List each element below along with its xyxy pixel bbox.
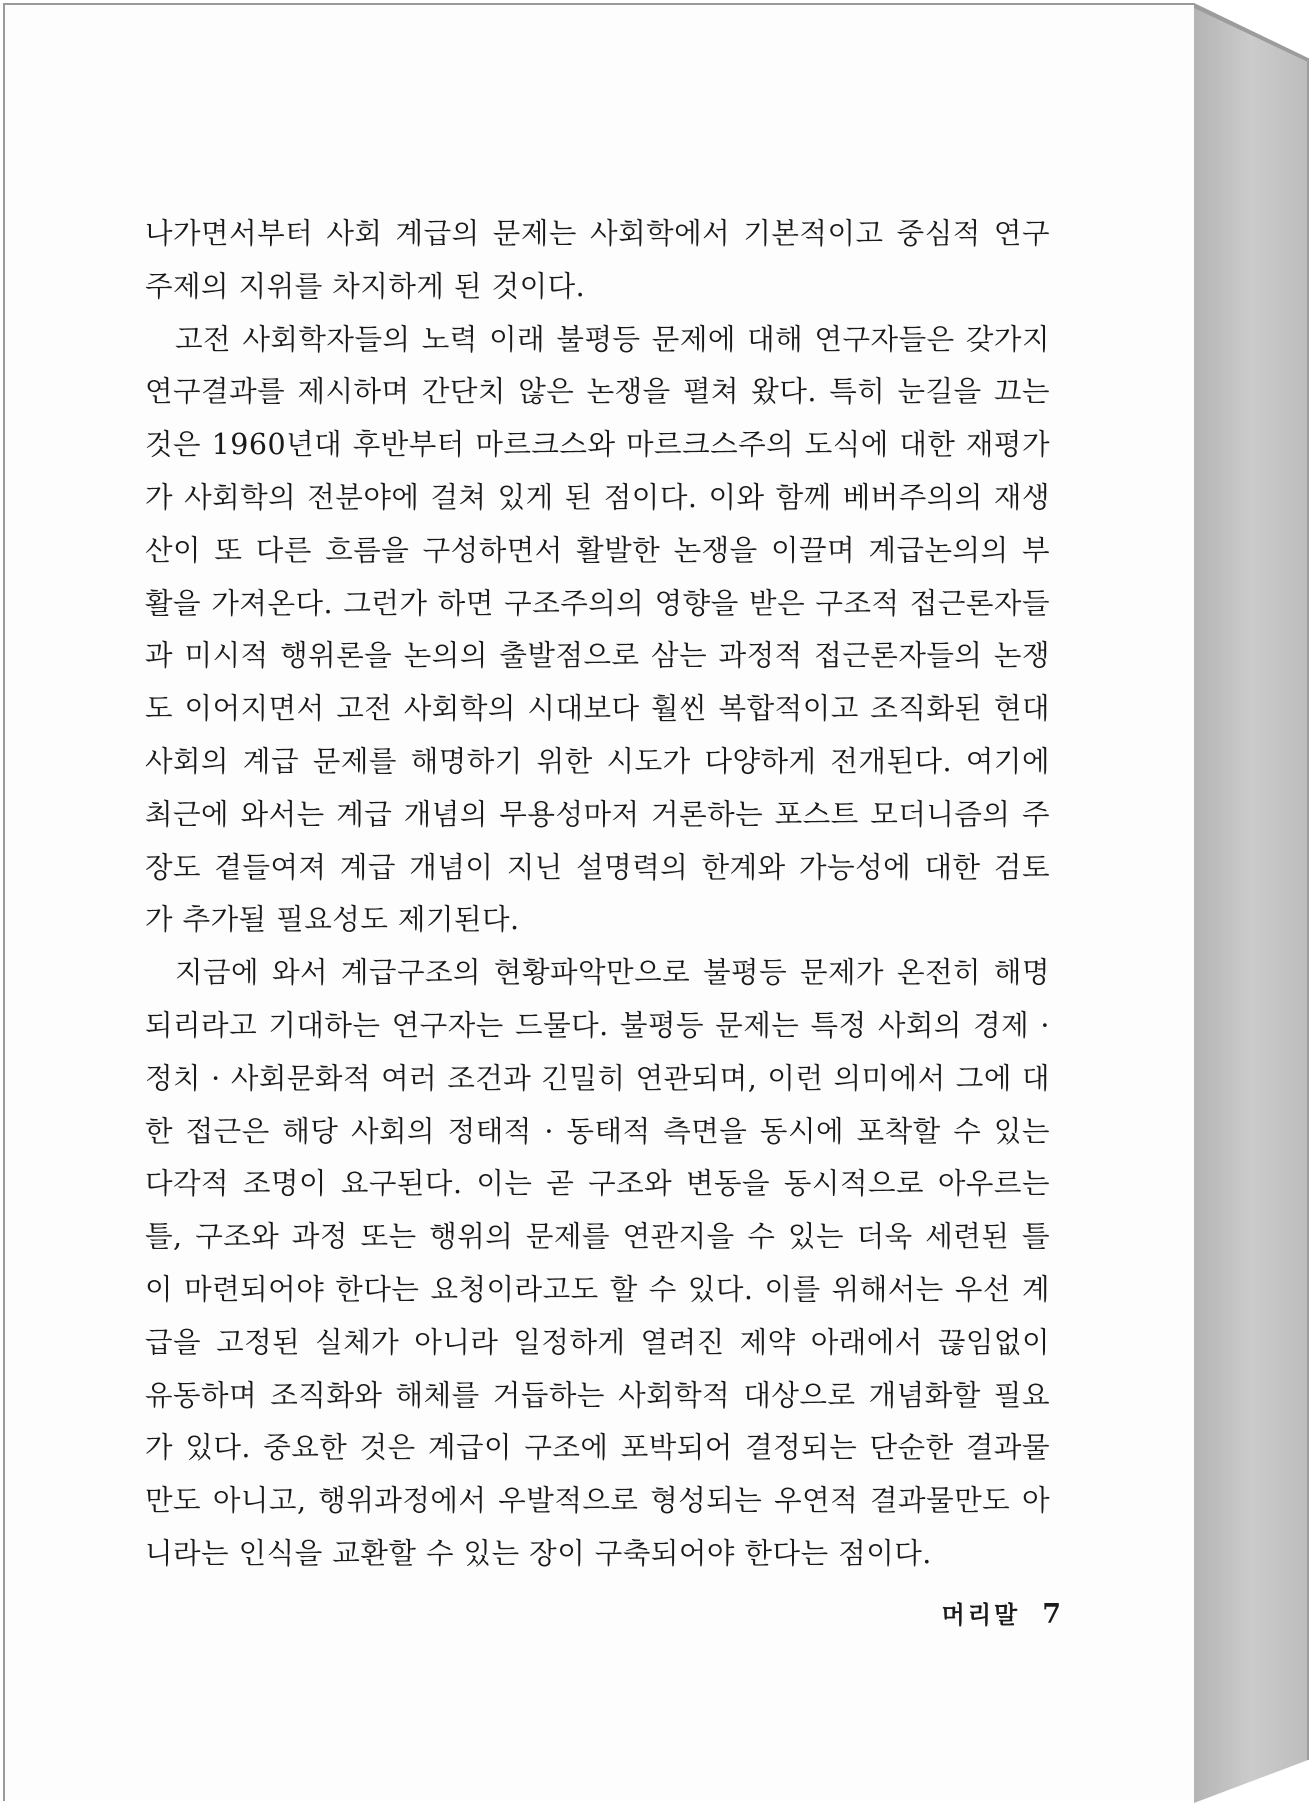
text-line: 되리라고 기대하는 연구자는 드물다. 불평등 문제는 특정 사회의 경제 · [145, 1008, 1050, 1042]
text-line: 니라는 인식을 교환할 수 있는 장이 구축되어야 한다는 점이다. [145, 1536, 932, 1570]
running-title: 머리말 [941, 1601, 1021, 1629]
page-number: 7 [1042, 1599, 1061, 1630]
text-line: 급을 고정된 실체가 아니라 일정하게 열려진 제약 아래에서 끊임없이 [145, 1325, 1050, 1359]
text-line: 것은 1960년대 후반부터 마르크스와 마르크스주의 도식에 대한 재평가 [145, 428, 1050, 462]
text-line: 가 추가될 필요성도 제기된다. [145, 903, 520, 937]
text-line: 고전 사회학자들의 노력 이래 불평등 문제에 대해 연구자들은 갖가지 [175, 322, 1050, 356]
text-line: 나가면서부터 사회 계급의 문제는 사회학에서 기본적이고 중심적 연구 [145, 217, 1050, 250]
text-line: 유동하며 조직화와 해체를 거듭하는 사회학적 대상으로 개념화할 필요 [145, 1378, 1050, 1412]
text-line: 사회의 계급 문제를 해명하기 위한 시도가 다양하게 전개된다. 여기에 [145, 744, 1050, 778]
paragraph-1 [145, 208, 1050, 314]
text-line: 가 사회학의 전분야에 걸쳐 있게 된 점이다. 이와 함께 베버주의의 재생 [145, 480, 1050, 514]
page-footer [942, 1590, 1061, 1640]
text-line: 장도 곁들여져 계급 개념이 지닌 설명력의 한계와 가능성에 대한 검토 [145, 850, 1050, 884]
text-line: 도 이어지면서 고전 사회학의 시대보다 훨씬 복합적이고 조직화된 현대 [145, 692, 1050, 726]
text-line: 산이 또 다른 흐름을 구성하면서 활발한 논쟁을 이끌며 계급논의의 부 [145, 533, 1050, 567]
text-line: 연구결과를 제시하며 간단치 않은 논쟁을 펼쳐 왔다. 특히 눈길을 끄는 [145, 375, 1050, 409]
book-side-edge [1194, 3, 1308, 1803]
text-line: 이 마련되어야 한다는 요청이라고도 할 수 있다. 이를 위해서는 우선 계 [145, 1272, 1050, 1306]
text-line: 다각적 조명이 요구된다. 이는 곧 구조와 변동을 동시적으로 아우르는 [145, 1167, 1050, 1201]
text-line: 최근에 와서는 계급 개념의 무용성마저 거론하는 포스트 모더니즘의 주 [145, 797, 1050, 831]
text-line: 한 접근은 해당 사회의 정태적 · 동태적 측면을 동시에 포착할 수 있는 [145, 1114, 1050, 1148]
text-line: 과 미시적 행위론을 논의의 출발점으로 삼는 과정적 접근론자들의 논쟁 [145, 639, 1050, 673]
body-text [145, 208, 1050, 1581]
text-line: 주제의 지위를 차지하게 된 것이다. [145, 269, 586, 303]
text-line: 정치 · 사회문화적 여러 조건과 긴밀히 연관되며, 이런 의미에서 그에 대 [145, 1061, 1050, 1095]
text-line: 만도 아니고, 행위과정에서 우발적으로 형성되는 우연적 결과물만도 아 [145, 1484, 1050, 1518]
text-line: 활을 가져온다. 그런가 하면 구조주의의 영향을 받은 구조적 접근론자들 [145, 586, 1050, 620]
text-line: 가 있다. 중요한 것은 계급이 구조에 포박되어 결정되는 단순한 결과물 [145, 1431, 1050, 1465]
paragraph-2 [145, 314, 1050, 948]
paragraph-3 [145, 947, 1050, 1581]
text-line: 틀, 구조와 과정 또는 행위의 문제를 연관지을 수 있는 더욱 세련된 틀 [145, 1220, 1050, 1254]
text-line: 지금에 와서 계급구조의 현황파악만으로 불평등 문제가 온전히 해명 [175, 956, 1050, 990]
